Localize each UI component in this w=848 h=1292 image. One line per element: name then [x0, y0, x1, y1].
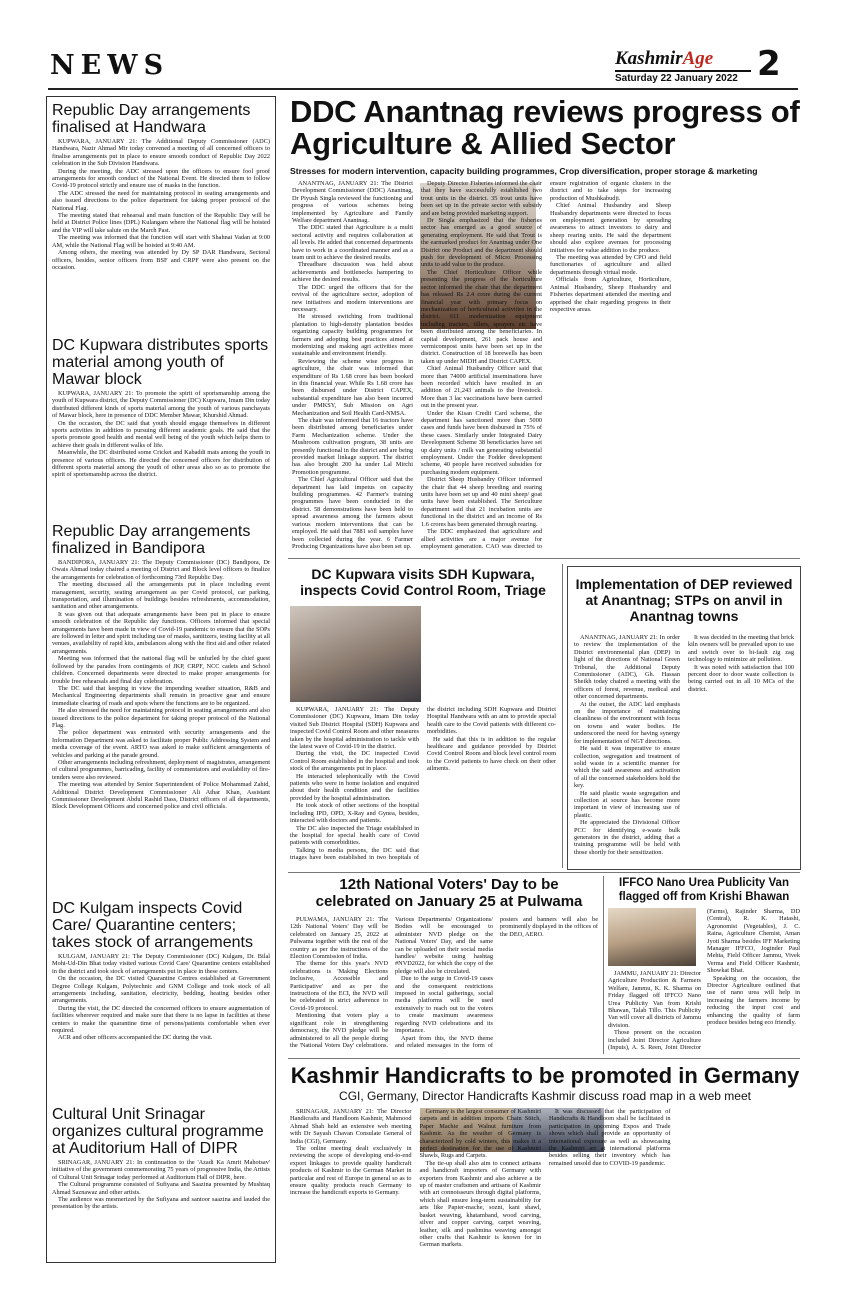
voters-headline: 12th National Voters' Day to be celebrated on January 25 at Pulwama: [315, 876, 583, 910]
left-column: [46, 96, 276, 1263]
left-article-3-body: [52, 953, 270, 1103]
paragraph: On the occasion, the DC visited Quarantine Centres established at Government Degree College Kulgam, Polytechnic and GNM College and took stock of all arrangements including, sanitation, electricity, bedding, heating besides other arrangements.: [52, 975, 270, 1005]
logo-main: Kashmir: [615, 48, 683, 69]
dep-body: [574, 634, 794, 862]
paragraph: He appreciated the Divisional Officer PCC for identifying e-waste bulk generators in the district, adding that a training programme will be held with those shortly for their sensitization.: [574, 819, 680, 856]
left-article-4-headline: Cultural Unit Srinagar organizes cultural programme at Auditorium Hall of DIPR: [52, 1106, 264, 1157]
paragraph: The DDC urged the officers that for the revival of the agriculture sector, adoption of new initiatives and modern interventions are necessary.: [292, 283, 413, 313]
paragraph: On the occasion, the DC said that youth should engage themselves in different sports activities in addition to pursuing different academic goals. He said that the sports promote good health and mental well being of the youth which helps them to achieve their goals in different walks of life.: [52, 419, 270, 449]
paragraph: The police department was entrusted with security arrangements and the Information Department was asked to facilitate proper Public Addressing System and media coverage of the event. ARTO was asked to make sufficient arrangements of vehicles and parking at the parade ground.: [52, 729, 270, 759]
iffco-body: [608, 908, 800, 1054]
paragraph: The DDC emphasized that agriculture and allied activities are a major avenue for employment generation. CAO was directed to ensure registration of organic clusters in the district and to take steps for increasing production of Mushkabudji.: [421, 180, 671, 550]
left-article-4-body: [52, 1159, 270, 1239]
paragraph: During the visit, the DC directed the concerned officers to ensure augmentation of facilities wherever required and make sure that there is no lapse in facilities at these centers to make the quarantine time of persons/patients comfortable when ever required.: [52, 1004, 270, 1035]
paragraph: It was decided in the meeting that brick kiln owners will be prevailed upon to use and switch over to bi-fault zig zag technology to minimize air pollution.: [688, 634, 794, 664]
left-article-0-body: [52, 138, 270, 334]
paragraph: He interacted telephonically with the Covid patients who were in home isolation and enquired about their health condition and the facilities provided by the hospital administration.: [290, 772, 419, 802]
paragraph: Officials from Agriculture, Horticulture, Animal Husbandry, Sheep Husbandry and Fisheries department attended the meeting and apprised the chair regarding progress in their respective areas.: [550, 276, 671, 313]
paragraph: The DDC stated that Agriculture is a multi sectoral activity and requires collaboration at all levels. He added that concerned departments have to work in a coordinated manner and as a team unit to achieve the desired results.: [292, 224, 413, 262]
paragraph: It was noted with satisfaction that 100 percent door to door waste collection is being carried out in all 10 MCs of the district.: [688, 663, 794, 693]
left-article-0-headline: Republic Day arrangements finalised at Handwara: [52, 102, 251, 136]
lead-body: [292, 180, 800, 552]
lead-bottom-rule: [288, 558, 800, 559]
paragraph: KUPWARA, JANUARY 21: The Additional Deputy Commissioner (ADC) Handwara, Nazir Ahmad Mir today convened a meeting of all concerned officers to finalise arrangements put in place to ensure smooth conduct of Republic Day 2022 celebration in the Sub Division Handwara.: [52, 138, 270, 168]
paragraph: The theme for this year's NVD celebrations is 'Making Elections Inclusive, Accessible and Participative' and as per the instructions of the ECI, the NVD will be celebrated in strict adherence to Covid-19 protocol.: [290, 960, 388, 1012]
paragraph: Talking to media persons, the DC said that triages have been established in two hospitals of the district including SDH Kupwara and District Hospital Handwara with an aim to provide special health care to the Covid patients with different co-morbidities.: [290, 706, 556, 862]
paragraph: Chief Animal Husbandry and Sheep Husbandry departments were directed to focus on employment generation by spreading awareness to attract investors to dairy and sheep rearing units. He said the department should also explore avenues for processing initiatives for value addition to the produce.: [550, 202, 671, 254]
paragraph: The DC also inspected the Triage established in the hospital for special health care of Covid patients with comorbidities.: [290, 824, 419, 847]
mid-rule: [288, 872, 800, 873]
paragraph: Apart from this, the NVD theme and related messages in the form of posters and banners will also be prominently displayed in the offices of the DEO, AERO.: [395, 916, 598, 1049]
sdh-headline: DC Kupwara visits SDH Kupwara, inspects Covid Control Room, Triage: [300, 566, 546, 598]
paragraph: The DC said that keeping in view the impending weather situation, R&B and Mechanical Engineering departments shall remain in proactive gear and ensure immediate clearing of roads and spots where the functions are to be organized.: [52, 684, 270, 707]
paragraph: The meeting was attended by Senior Superintendent of Police Mohammad Zahid, Additional District Development Commissioner Ali Athar Khan, Assistant Commissioner Development Abdul Rashid Dass, District officers of all departments, Block Development Officers and concerned police and civil officials.: [52, 781, 270, 811]
paragraph: ACR and other officers accompanied the DC during the visit.: [58, 1034, 213, 1042]
paragraph: KULGAM, JANUARY 21: The Deputy Commissioner (DC) Kulgam, Dr. Bilal Mohi-Ud-Din Bhat today visited various Covid Care/ Quarantine centers established in the district and took stock of arrangements put in place in these centers.: [52, 953, 270, 975]
paragraph: Speaking on the occasion, the Director Agriculture outlined that use of nano urea will help in increasing the farmers income by reducing the input cost and enhancing the quality of farm produce besides being eco friendly.: [707, 974, 800, 1027]
paragraph: Germany is the largest consumer of Kashmiri carpets and in addition imports Chain Stitch, Paper Machie and Walnut furniture from Kashmir. As the weather of Germany is characterized by cold winters, this makes it a perfect destination for the use of Kashmiri Shawls, Rugs and Carpets.: [419, 1108, 541, 1160]
lead-headline: DDC Anantnag reviews progress of Agriculture & Allied Sector: [290, 94, 800, 161]
paragraph: BANDIPORA, JANUARY 21: The Deputy Commissioner (DC) Bandipora, Dr Owais Ahmad today chaired a meeting of District and Block level officers to finalize the arrangements for celebration of forthcoming 73rd Republic Day.: [52, 559, 270, 581]
handicrafts-subhead: CGI, Germany, Director Handicrafts Kashmir discuss road map in a web meet: [339, 1089, 751, 1103]
left-article-1-body: [52, 390, 270, 520]
paragraph: He said it was imperative to ensure collection, segregation and treatment of solid waste in a scientific manner for which the said awareness and activation of all the concerned stakeholders hold the key.: [574, 745, 680, 790]
voters-divider: [603, 876, 604, 1054]
sdh-divider: [562, 564, 563, 868]
dep-headline: Implementation of DEP reviewed at Anantnag; STPs on anvil in Anantnag towns: [575, 576, 793, 624]
newspaper-logo: [615, 48, 713, 70]
paragraph: Those present on the occasion included Joint Director Agriculture (Inputs), A. S. Reen, Joint Director (Farms), Rajinder Sharma, DD (Central), R. K. Hatashi, Agronomist (Vegetables), J. C. Raina, Agriculture Chemist, Aman Jyoti Sharma besides IFF Marketing Manager IFFCO, Joginder Paul Mehta, Field Officer Jammu, Vivek Verma and Field Officer Kashmir, Showkat Bhat.: [608, 908, 800, 1052]
iffco-headline: IFFCO Nano Urea Publicity Van flagged off from Krishi Bhawan: [618, 877, 790, 903]
paragraph: PULWAMA, JANUARY 21: The 12th National Voters' Day will be celebrated on January 25, 2022 at Pulwama together with the rest of the country as per the instructions of the Election Commission of India.: [290, 916, 388, 961]
left-article-1-headline: DC Kupwara distributes sports material among youth of Mawar block: [52, 337, 269, 388]
paragraph: District Sheep Husbandry Officer informed the chair that 44 sheep breeding and rearing units have been set up and 40 mini sheep/ goat units have been established. The Sericulture department said that 21 incubation units are functional in the district and an income of Rs 1.6 crores has been generated through rearing.: [421, 476, 542, 528]
paragraph: The Chief Agricultural Officer said that the department has laid impetus on capacity building programmes. 42 Farmer's training programmes have been conducted in the district. 58 demonstrations have been held to spread awareness among the farmers about various modern interventions that can be employed. He said that 7881 soil samples have been collected during the year. 6 Farmer Producing Organizations have also been set up.: [292, 476, 413, 550]
section-title: NEWS: [50, 50, 170, 81]
paragraph: He took stock of other sections of the hospital including IPD, OPD, X-Ray and Gynea, besides, interacted with doctors and patients.: [290, 802, 419, 825]
paragraph: It was discussed that the participation of Handicrafts & Handloom shall be facilitated in participation in upcoming Expos and Trade shows which shall provide an opportunity of international exposure as well as showcasing the Kashmiri art at international platforms besides selling their inventory which has remained unsold due to COVID-19 pandemic.: [549, 1108, 671, 1167]
paragraph: The meeting discussed all the arrangements put in place including event management, security, seating arrangement as per Covid protocol, car parking, transportation, and illumination of buildings besides refreshments, accommodation, sanitation and other arrangements.: [52, 581, 270, 611]
paragraph: He said that this is in addition to the regular healthcare and guidance provided by District Covid Control Room and block level control room to the Covid patients to have check on their other ailments.: [427, 735, 556, 773]
paragraph: The audience was mesmerized by the Sufiyana and santoor saazina and lauded the presentation by the artists.: [52, 1196, 270, 1211]
paragraph: The Chief Horticulture Officer while presenting the progress of the horticulture sector informed the chair that the department has released Rs 2.4 crore during the current financial year with primary focus on mechanization of horticultural activities in the district. 611 modernization equipment including tractors, tillers, sprayers etc have been distributed among the beneficiaries. In capital development, 261 pack house and vermicompost units have been set up in the district. Construction of 18 borewells has been taken up under MIDH and District CAPEX.: [421, 268, 542, 365]
paragraph: JAMMU, JANUARY 21: Director Agriculture Production & Farmers Welfare, Jammu, K. K. Sharma on Friday flagged off IFFCO Nano Urea Publicity Van from Krishi Bhawan, Talab Tillo. This Publicity Van will cover all districts of Jammu division.: [608, 970, 701, 1029]
sdh-photo: [290, 606, 421, 702]
handicrafts-headline: Kashmir Handicrafts to be promoted in Germany: [290, 1063, 800, 1088]
paragraph: The meeting stated that rehearsal and main function of the Republic Day will be held at District Police lines (DPL) Kulangam where the National flag will be hoisted and the VIP will take salute on the March Past.: [52, 212, 270, 234]
logo-underline: [615, 70, 751, 72]
left-article-2-headline: Republic Day arrangements finalized in Bandipora: [52, 523, 251, 557]
paragraph: Reviewing the scheme wise progress in agriculture, the chair was informed that expenditure of Rs 1.68 crore has been booked in this financial year. While Rs 1.68 crore has been disbursed under District CAPEX, substantial expenditure has also been incurred under PMKSY, Sub Mission on Agri Mechanization and Soil Health Card-NMSA.: [292, 357, 413, 417]
paragraph: Among others, the meeting was attended by Dy SP DAR Handwara, Sectoral officers, besides, senior officers from BSF and CRPF were also present on the occasion.: [52, 249, 270, 271]
issue-date: Saturday 22 January 2022: [615, 73, 738, 84]
paragraph: The ADC stressed the need for maintaining protocol in seating arrangements and also issued directions to the police department for taking proper protocol of the National Flag.: [52, 189, 270, 212]
logo-accent: Age: [682, 48, 714, 69]
paragraph: The meeting was attended by CPO and field functionaries of agriculture and allied departments through virtual mode.: [550, 254, 671, 276]
paragraph: He said plastic waste segregation and collection at source has become more important in view of increasing use of plastic.: [574, 789, 680, 819]
paragraph: It was given out that adequate arrangements have been put in place to ensure smooth celebration of the Republic day functions. Officers informed that special arrangements have been made in view of Covid-19 pandemic to ensure that the SOPs are followed in letter and spirit including use of masks, sanitizers, testing facility at all venues, availability of rapid kits, ambulances along with the first aid and other related arrangements.: [52, 610, 270, 655]
bottom-rule: [288, 1058, 800, 1059]
paragraph: Meanwhile, the DC distributed some Cricket and Kabaddi mats among the youth in presence of various officers. He directed the concerned officers for distribution of different sports material among the youth of other areas also so as to promote the spirit of sportsmanship across the district.: [52, 449, 270, 479]
paragraph: He also stressed the need for maintaining protocol in seating arrangements and also issued directions to the police department for taking proper protocol of the National Flag.: [52, 707, 270, 729]
paragraph: He stressed switching from traditional plantation to high-density plantation besides organizing capacity building programmes for farmers and adopting best practices aimed at modernizing and making agri activities more sustainable and environment friendly.: [292, 313, 413, 358]
paragraph: KUPWARA, JANUARY 21: The Deputy Commissioner (DC) Kupwara, Imam Din today visited Sub District Hospital (SDH) Kupwara and inspected Covid Control Room and other measures taken by the hospital administration to tackle with the latest wave of Covid-19 in the district.: [290, 706, 419, 751]
paragraph: Deputy Director Fisheries informed the chair that they have successfully established two trout units in the district. 35 trout units have been set up in the private sector with subsidy and are being provided marketing support.: [421, 180, 542, 217]
masthead-rule: [48, 88, 798, 90]
left-article-3-headline: DC Kulgam inspects Covid Care/ Quarantine centers; takes stock of arrangements: [52, 900, 253, 951]
paragraph: Meeting was informed that the national flag will be unfurled by the chief guest followed by the parades from contingents of JKP, CRPF, NCC cadets and School children. Concerned departments were directed to make proper arrangements for trouble free rehearsals and final day celebration.: [52, 655, 270, 685]
paragraph: Due to the surge in Covid-19 cases and the consequent restrictions imposed in social gatherings, social media platforms will be used extensively to reach out to the voters to create maximum awareness regarding NVD celebrations and its importance.: [395, 975, 493, 1035]
paragraph: Other arrangements including refreshment, deployment of magistrates, arrangement of cultural programmes, barricading, facility of commentators and availability of fire-tenders were also reviewed.: [52, 758, 270, 781]
paragraph: ANANTNAG, JANUARY 21: In order to review the implementation of the District environmental plan (DEP) in light of the directions of National Green Tribunal, the Additional Deputy Commissioner (ADC), Gh. Hassan Sheikh today chaired a meeting with the officers of forest, revenue, medical and other concerned departments.: [574, 634, 680, 701]
paragraph: The online meeting dealt exclusively in reviewing the scope of developing end-to-end export linkages to provide quality handicraft products of Kashmir to the German Market in particular and rest of Europe in general so as to ensure quality products reach Germany to increase the handicraft exports to Germany.: [290, 1145, 412, 1197]
paragraph: The Cultural programme consisted of Sufiyana and Saazina presented by Mushtaq Ahmad Saznawaz and other artists.: [52, 1181, 270, 1196]
paragraph: KUPWARA, JANUARY 21: To promote the spirit of sportsmanship among the youth of Kupwara district, the Deputy Commissioner (DC) Kupwara, Imam Din today distributed different kinds of sports material among the youth of various panchayats of Mawar block, here in presence of DDC Member Mawar, Khurshid Ahmad.: [52, 390, 270, 420]
paragraph: Mentioning that voters play a significant role in strengthening democracy, the NVD pledge will be administered to all the people during the 'National Voters Day' celebrations. Various Departments/ Organizations/ Bodies will be encouraged to administer NVD pledge on the National Voters' Day, and the same can be uploaded on their social media handles/ website using hashtag #NVD2022, for which the copy of the pledge will also be circulated.: [290, 916, 493, 1049]
paragraph: SRINAGAR, JANUARY 21: In continuation to the 'Azadi Ka Amrit Mahotsav' initiative of the government commemorating 75 years of progressive India, the Artists of Cultural Unit Srinagar today performed at Auditorium Hall of DIPR, here.: [52, 1159, 270, 1181]
paragraph: During the meeting, the ADC stressed upon the officers to ensure fool proof arrangements for smooth conduct of the National Event. He directed them to follow Covid-19 protocol strictly and ensure use of masks in the function.: [52, 167, 270, 190]
paragraph: The tie-up shall also aim to connect artisans and handicraft importers of Germany with exporters from Kashmir and also achieve a tie up of master craftsmen and artisans of Kashmir with art connoisseurs through digital platforms, which shall ensure long-term sustainability for arts like Papier-mache, sozni, kani shawl, basket weaving, khatamband, wood carving, silver and copper carving, carpet weaving, leather, silk and pashmina weaving amongst other crafts that Kashmir is known for in German markets.: [419, 1159, 541, 1249]
paragraph: Dr Singla emphasized that the fisheries sector has emerged as a good source of generating employment. He said that Trout is the earmarked product for Anantnag under One District one Product and the department should push for development of Micro Processing units to add value to the produce.: [421, 217, 542, 269]
paragraph: During the visit, the DC inspected Covid Control Room established in the hospital and took stock of the arrangements put in place.: [290, 750, 419, 773]
paragraph: At the outset, the ADC laid emphasis on the importance of maintaining cleanliness of the environment with focus on towns and water bodies. He underscored the need for having synergy for implementation of NGT directions.: [574, 700, 680, 745]
paragraph: The chair was informed that 16 tractors have been distributed among beneficiaries under Farm Mechanization scheme. Under the Mushroom cultivation program, 38 units are presently functional in the district and are being provided market linkage support. The district has also brought 200 ha under Lal Mirchi Promotion programme.: [292, 417, 413, 476]
handicrafts-body: [290, 1108, 800, 1258]
page-number: 2: [757, 44, 781, 84]
paragraph: Chief Animal Husbandry Officer said that more than 74000 artificial inseminations have been recorded which have resulted in an addition of 21,243 animals to the livestock. More than 3 lac vaccinations have been carried out in the present year.: [421, 365, 542, 410]
paragraph: Threadbare discussion was held about achievements and bottlenecks hampering to achieve the desired results.: [292, 261, 413, 284]
paragraph: SRINAGAR, JANUARY 21: The Director Handicrafts and Handloom Kashmir, Mahmood Ahmad Shah held an extensive web meeting with Dr Sayash Chavan Consulate General of India (CGI), Germany.: [290, 1108, 412, 1145]
voters-body: [290, 916, 598, 1052]
paragraph: The meeting was informed that the function will start with Shahnai Vadan at 9:00 AM, while the National Flag will be hoisted at 9:40 AM.: [52, 234, 270, 249]
lead-subhead: Stresses for modern intervention, capacity building programmes, Crop diversification, proper storage & marketing: [290, 166, 758, 176]
paragraph: ANANTNAG, JANUARY 21: The District Development Commissioner (DDC) Anantnag, Dr Piyush Singla reviewed the functioning and progress of various schemes being implemented by Agriculture and Family Welfare department Anantnag.: [292, 180, 413, 225]
paragraph: Under the Kisan Credit Card scheme, the department has sanctioned more than 5000 cases and funds have been disbursed in 75% of these cases. Similarly under Integrated Dairy Development Scheme 38 beneficiaries have set up dairy units / milk van generating substantial employment. Under the Fodder development scheme, 40 people have received subsidies for purchasing modern equipment.: [421, 409, 542, 476]
sdh-body: [290, 706, 556, 866]
left-article-2-body: [52, 559, 270, 897]
